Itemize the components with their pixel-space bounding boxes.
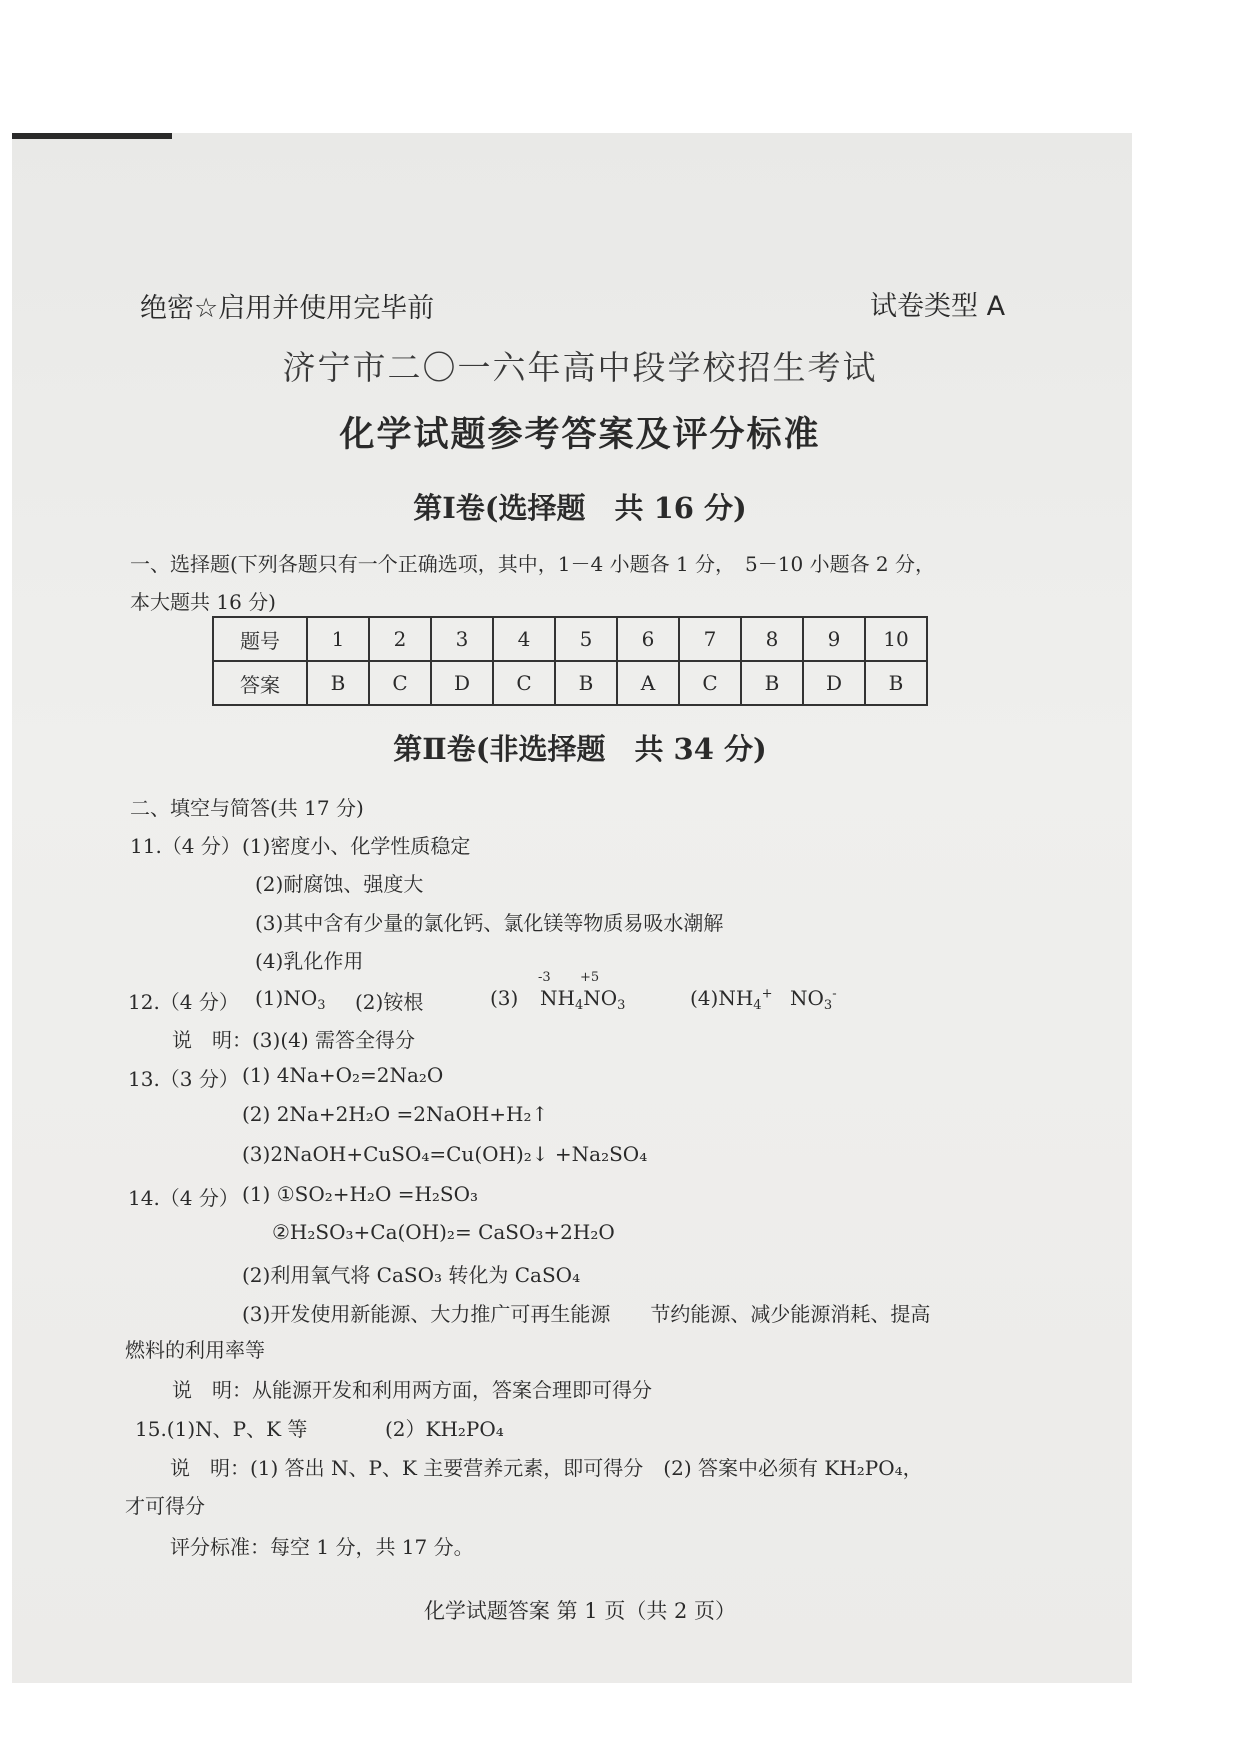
q15-answer-2: (2）KH₂PO₄ xyxy=(385,1417,504,1441)
q12-oxidation-n: -3 xyxy=(538,970,551,985)
q13-answer-2: (2) 2Na+2H₂O =2NaOH+H₂↑ xyxy=(242,1102,549,1126)
table-cell: 10 xyxy=(865,617,927,661)
q11-answer-1: (1)密度小、化学性质稳定 xyxy=(242,834,471,858)
table-cell: D xyxy=(803,661,865,705)
table-cell: 2 xyxy=(369,617,431,661)
q14-answer-1b: ②H₂SO₃+Ca(OH)₂= CaSO₃+2H₂O xyxy=(272,1220,615,1244)
q12-answer-3-label: (3) xyxy=(490,986,519,1010)
section-title: 二、填空与简答(共 17 分) xyxy=(130,796,364,820)
q14-answer-2: (2)利用氧气将 CaSO₃ 转化为 CaSO₄ xyxy=(242,1263,581,1287)
secret-label: 绝密☆启用并使用完毕前 xyxy=(140,293,435,324)
table-cell: 5 xyxy=(555,617,617,661)
q13-answer-3: (3)2NaOH+CuSO₄=Cu(OH)₂↓ +Na₂SO₄ xyxy=(242,1142,648,1166)
answer-table xyxy=(212,616,928,706)
table-cell: 8 xyxy=(741,617,803,661)
q15-note-line2: 才可得分 xyxy=(125,1494,205,1518)
q11-label: 11.（4 分） xyxy=(130,834,241,858)
table-cell: 7 xyxy=(679,617,741,661)
table-cell: D xyxy=(431,661,493,705)
table-cell: B xyxy=(865,661,927,705)
q12-label: 12.（4 分） xyxy=(128,990,239,1014)
q12-answer-1: $(1)NO_3$ xyxy=(255,986,326,1013)
table-cell: 3 xyxy=(431,617,493,661)
q12-answer-4b: $NO_3^-$ xyxy=(790,986,837,1013)
page-footer: 化学试题答案 第 1 页（共 2 页） xyxy=(423,1599,737,1623)
q12-answer-3: $NH_4NO_3$ xyxy=(540,986,626,1013)
q13-answer-1: (1) 4Na+O₂=2Na₂O xyxy=(242,1063,444,1087)
q13-label: 13.（3 分） xyxy=(128,1067,239,1091)
q14-label: 14.（4 分） xyxy=(128,1186,239,1210)
q14-answer-1: (1) ①SO₂+H₂O =H₂SO₃ xyxy=(242,1182,479,1206)
q12-answer-4: $(4)NH_4^+$ xyxy=(690,986,773,1013)
part1-heading: 第Ⅰ卷(选择题 共 16 分) xyxy=(413,491,747,525)
exam-title: 济宁市二〇一六年高中段学校招生考试 xyxy=(282,348,878,387)
table-cell: C xyxy=(369,661,431,705)
q11-answer-2: (2)耐腐蚀、强度大 xyxy=(255,872,424,896)
paper-type-label: 试卷类型 A xyxy=(870,291,1006,322)
q11-answer-4: (4)乳化作用 xyxy=(255,949,364,973)
table-cell: A xyxy=(617,661,679,705)
table-row-answers xyxy=(213,661,927,705)
document-title: 化学试题参考答案及评分标准 xyxy=(339,415,821,455)
table-cell: B xyxy=(555,661,617,705)
table-cell: 6 xyxy=(617,617,679,661)
table-row-numbers xyxy=(213,617,927,661)
table-cell: 1 xyxy=(307,617,369,661)
part1-intro-line2: 本大题共 16 分) xyxy=(130,590,276,614)
table-cell: C xyxy=(493,661,555,705)
q15-note-line1: 说 明：(1) 答出 N、P、K 主要营养元素，即可得分 (2) 答案中必须有 KH₂PO₄， xyxy=(170,1456,923,1480)
table-cell: 4 xyxy=(493,617,555,661)
scoring-standard: 评分标准：每空 1 分，共 17 分。 xyxy=(170,1535,474,1559)
q12-answer-2: (2)铵根 xyxy=(355,990,424,1014)
table-cell: B xyxy=(741,661,803,705)
q14-answer-3-line2: 燃料的利用率等 xyxy=(125,1338,265,1362)
table-cell: 9 xyxy=(803,617,865,661)
row-label-number: 题号 xyxy=(213,617,307,661)
paper-shadow-edge xyxy=(12,133,172,139)
q12-oxidation-n2: +5 xyxy=(580,970,600,985)
q15-answer-1: 15.(1)N、P、K 等 xyxy=(135,1417,308,1441)
q14-answer-3-line1: (3)开发使用新能源、大力推广可再生能源 节约能源、减少能源消耗、提高 xyxy=(242,1302,931,1326)
table-cell: B xyxy=(307,661,369,705)
part1-intro-line1: 一、选择题(下列各题只有一个正确选项，其中，1－4 小题各 1 分， 5－10 小题各 2 分， xyxy=(130,552,936,576)
part2-heading: 第Ⅱ卷(非选择题 共 34 分) xyxy=(393,732,767,766)
row-label-answer: 答案 xyxy=(213,661,307,705)
q12-note: 说 明：(3)(4) 需答全得分 xyxy=(172,1028,416,1052)
q14-note: 说 明：从能源开发和利用两方面，答案合理即可得分 xyxy=(172,1378,652,1402)
q11-answer-3: (3)其中含有少量的氯化钙、氯化镁等物质易吸水潮解 xyxy=(255,911,724,935)
table-cell: C xyxy=(679,661,741,705)
